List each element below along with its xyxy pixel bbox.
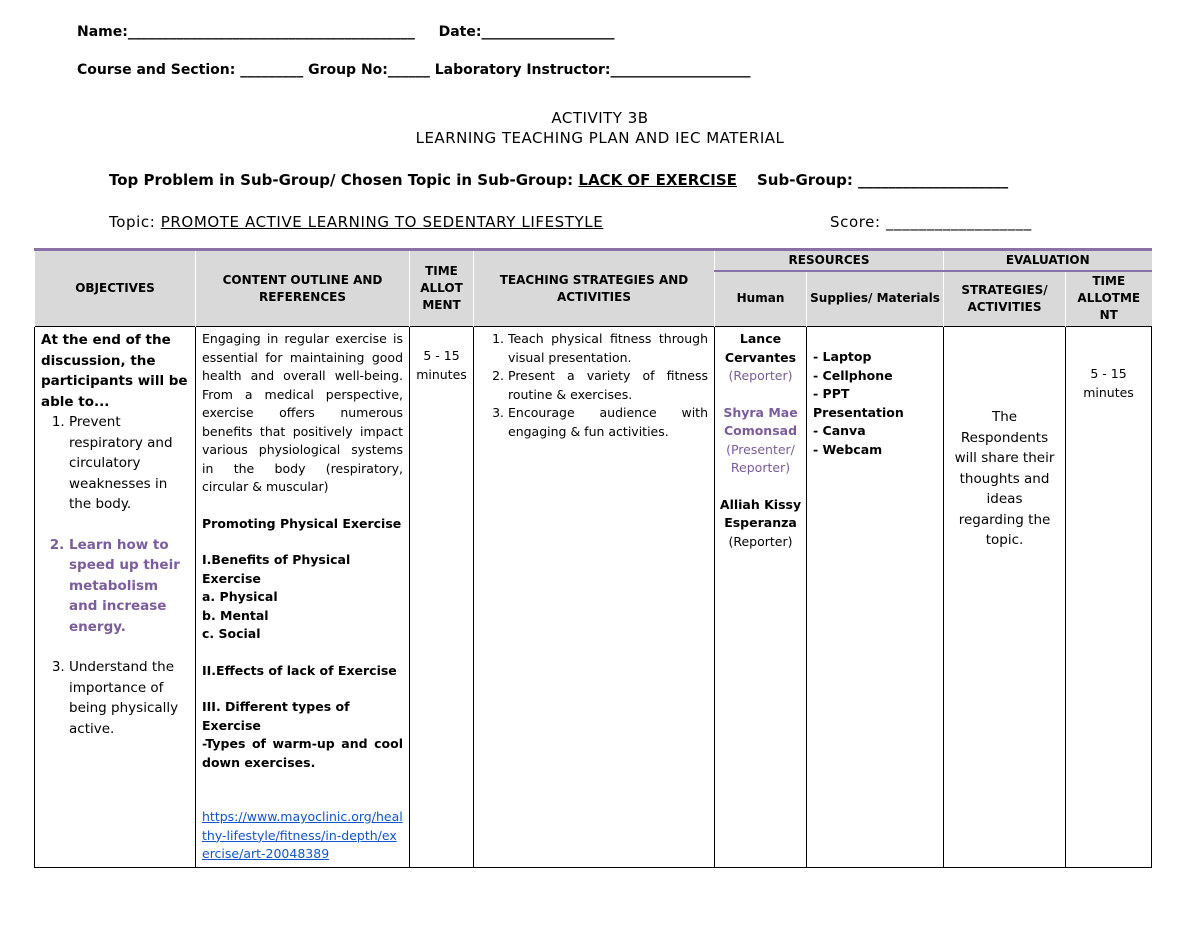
strategies-cell xyxy=(474,327,715,868)
top-problem xyxy=(109,171,737,189)
human-role: (Reporter) xyxy=(728,533,793,549)
supply-item: - Laptop xyxy=(813,349,872,364)
types-desc: -Types of warm-up and cool down exercises. xyxy=(202,736,403,770)
top-problem-value: LACK OF EXERCISE xyxy=(578,171,737,189)
topic-line xyxy=(109,213,603,231)
content-paragraph: Engaging in regular exercise is essential for maintaining good health and overall well-being. From a medical perspective, exercise offers numerous benefits that positively impact various physiological systems in the body (respiratory, circular & muscular) xyxy=(202,331,403,494)
header-eval-time: TIME ALLOTME NT xyxy=(1066,271,1152,327)
name-field[interactable]: Name:_________________________________________ xyxy=(77,24,415,40)
effects-title: II.Effects of lack of Exercise xyxy=(202,662,397,678)
content-cell xyxy=(196,327,410,868)
human-role: (Presenter/ Reporter) xyxy=(726,441,795,475)
top-problem-label: Top Problem in Sub-Group/ Chosen Topic in Sub-Group: xyxy=(109,171,579,189)
human-name: Shyra Mae Comonsad xyxy=(723,404,798,438)
topic-value: PROMOTE ACTIVE LEARNING TO SEDENTARY LIFESTYLE xyxy=(160,213,604,231)
strategy-item: 3. Encourage audience with engaging & fun activities. xyxy=(508,404,708,441)
objective-item: 1. Prevent respiratory and circulatory weaknesses in the body. xyxy=(69,412,189,515)
strategy-item: 1. Teach physical fitness through visual presentation. xyxy=(508,330,708,367)
score-field[interactable]: Score: __________________ xyxy=(830,213,1032,231)
eval-strategies-cell: The Respondents will share their thoughts and ideas regarding the topic. xyxy=(944,327,1066,868)
header-strategies: TEACHING STRATEGIES AND ACTIVITIES xyxy=(474,250,715,327)
header-time: TIME ALLOT MENT xyxy=(410,250,474,327)
human-role: (Reporter) xyxy=(728,368,793,383)
human-name: Alliah Kissy Esperanza xyxy=(719,496,802,530)
human-name: Lance Cervantes xyxy=(724,331,797,365)
benefit-item: a. Physical xyxy=(202,589,278,604)
benefit-item: c. Social xyxy=(202,626,261,641)
supply-item: - Webcam xyxy=(813,441,883,457)
name-line xyxy=(77,24,614,40)
types-title: III. Different types of Exercise xyxy=(202,699,350,733)
header-content: CONTENT OUTLINE AND REFERENCES xyxy=(196,250,410,327)
objective-item: 3. Understand the importance of being physically active. xyxy=(69,657,189,739)
date-field[interactable]: Date:___________________ xyxy=(438,24,615,40)
header-evaluation: EVALUATION xyxy=(944,250,1152,271)
course-line[interactable]: Course and Section: _________ Group No:______ Laboratory Instructor:____________________ xyxy=(77,62,751,78)
time-cell: 5 - 15 minutes xyxy=(410,327,474,868)
benefits-title: I.Benefits of Physical Exercise xyxy=(202,552,351,586)
activity-title: ACTIVITY 3B xyxy=(551,109,649,127)
plan-row xyxy=(35,327,1152,868)
reference-link[interactable]: https://www.mayoclinic.org/healthy-lifestyle/fitness/in-depth/exercise/art-20048389 xyxy=(202,809,403,861)
objectives-intro: At the end of the discussion, the participants will be able to... xyxy=(41,332,188,410)
plan-table xyxy=(34,248,1152,868)
header-eval-strategies: STRATEGIES/ ACTIVITIES xyxy=(944,271,1066,327)
supplies-cell xyxy=(807,327,944,868)
header-resources: RESOURCES xyxy=(715,250,944,271)
eval-time-cell: 5 - 15 minutes xyxy=(1066,327,1152,868)
objectives-cell xyxy=(35,327,196,868)
header-objectives: OBJECTIVES xyxy=(35,250,196,327)
benefit-item: b. Mental xyxy=(202,607,269,623)
strategy-item: 2. Present a variety of fitness routine & exercises. xyxy=(508,367,708,404)
header-supplies: Supplies/ Materials xyxy=(807,271,944,327)
topic-label: Topic: xyxy=(109,213,161,231)
plan-title: LEARNING TEACHING PLAN AND IEC MATERIAL xyxy=(415,129,785,147)
supply-item: - PPT Presentation xyxy=(813,386,904,420)
human-cell xyxy=(715,327,807,868)
objective-item: 2. Learn how to speed up their metabolism and increase energy. xyxy=(69,535,189,638)
subgroup-field[interactable]: Sub-Group: ____________________ xyxy=(757,171,1009,189)
supply-item: - Canva xyxy=(813,423,866,438)
content-heading: Promoting Physical Exercise xyxy=(202,515,402,531)
supply-item: - Cellphone xyxy=(813,367,893,383)
header-human: Human xyxy=(715,271,807,327)
